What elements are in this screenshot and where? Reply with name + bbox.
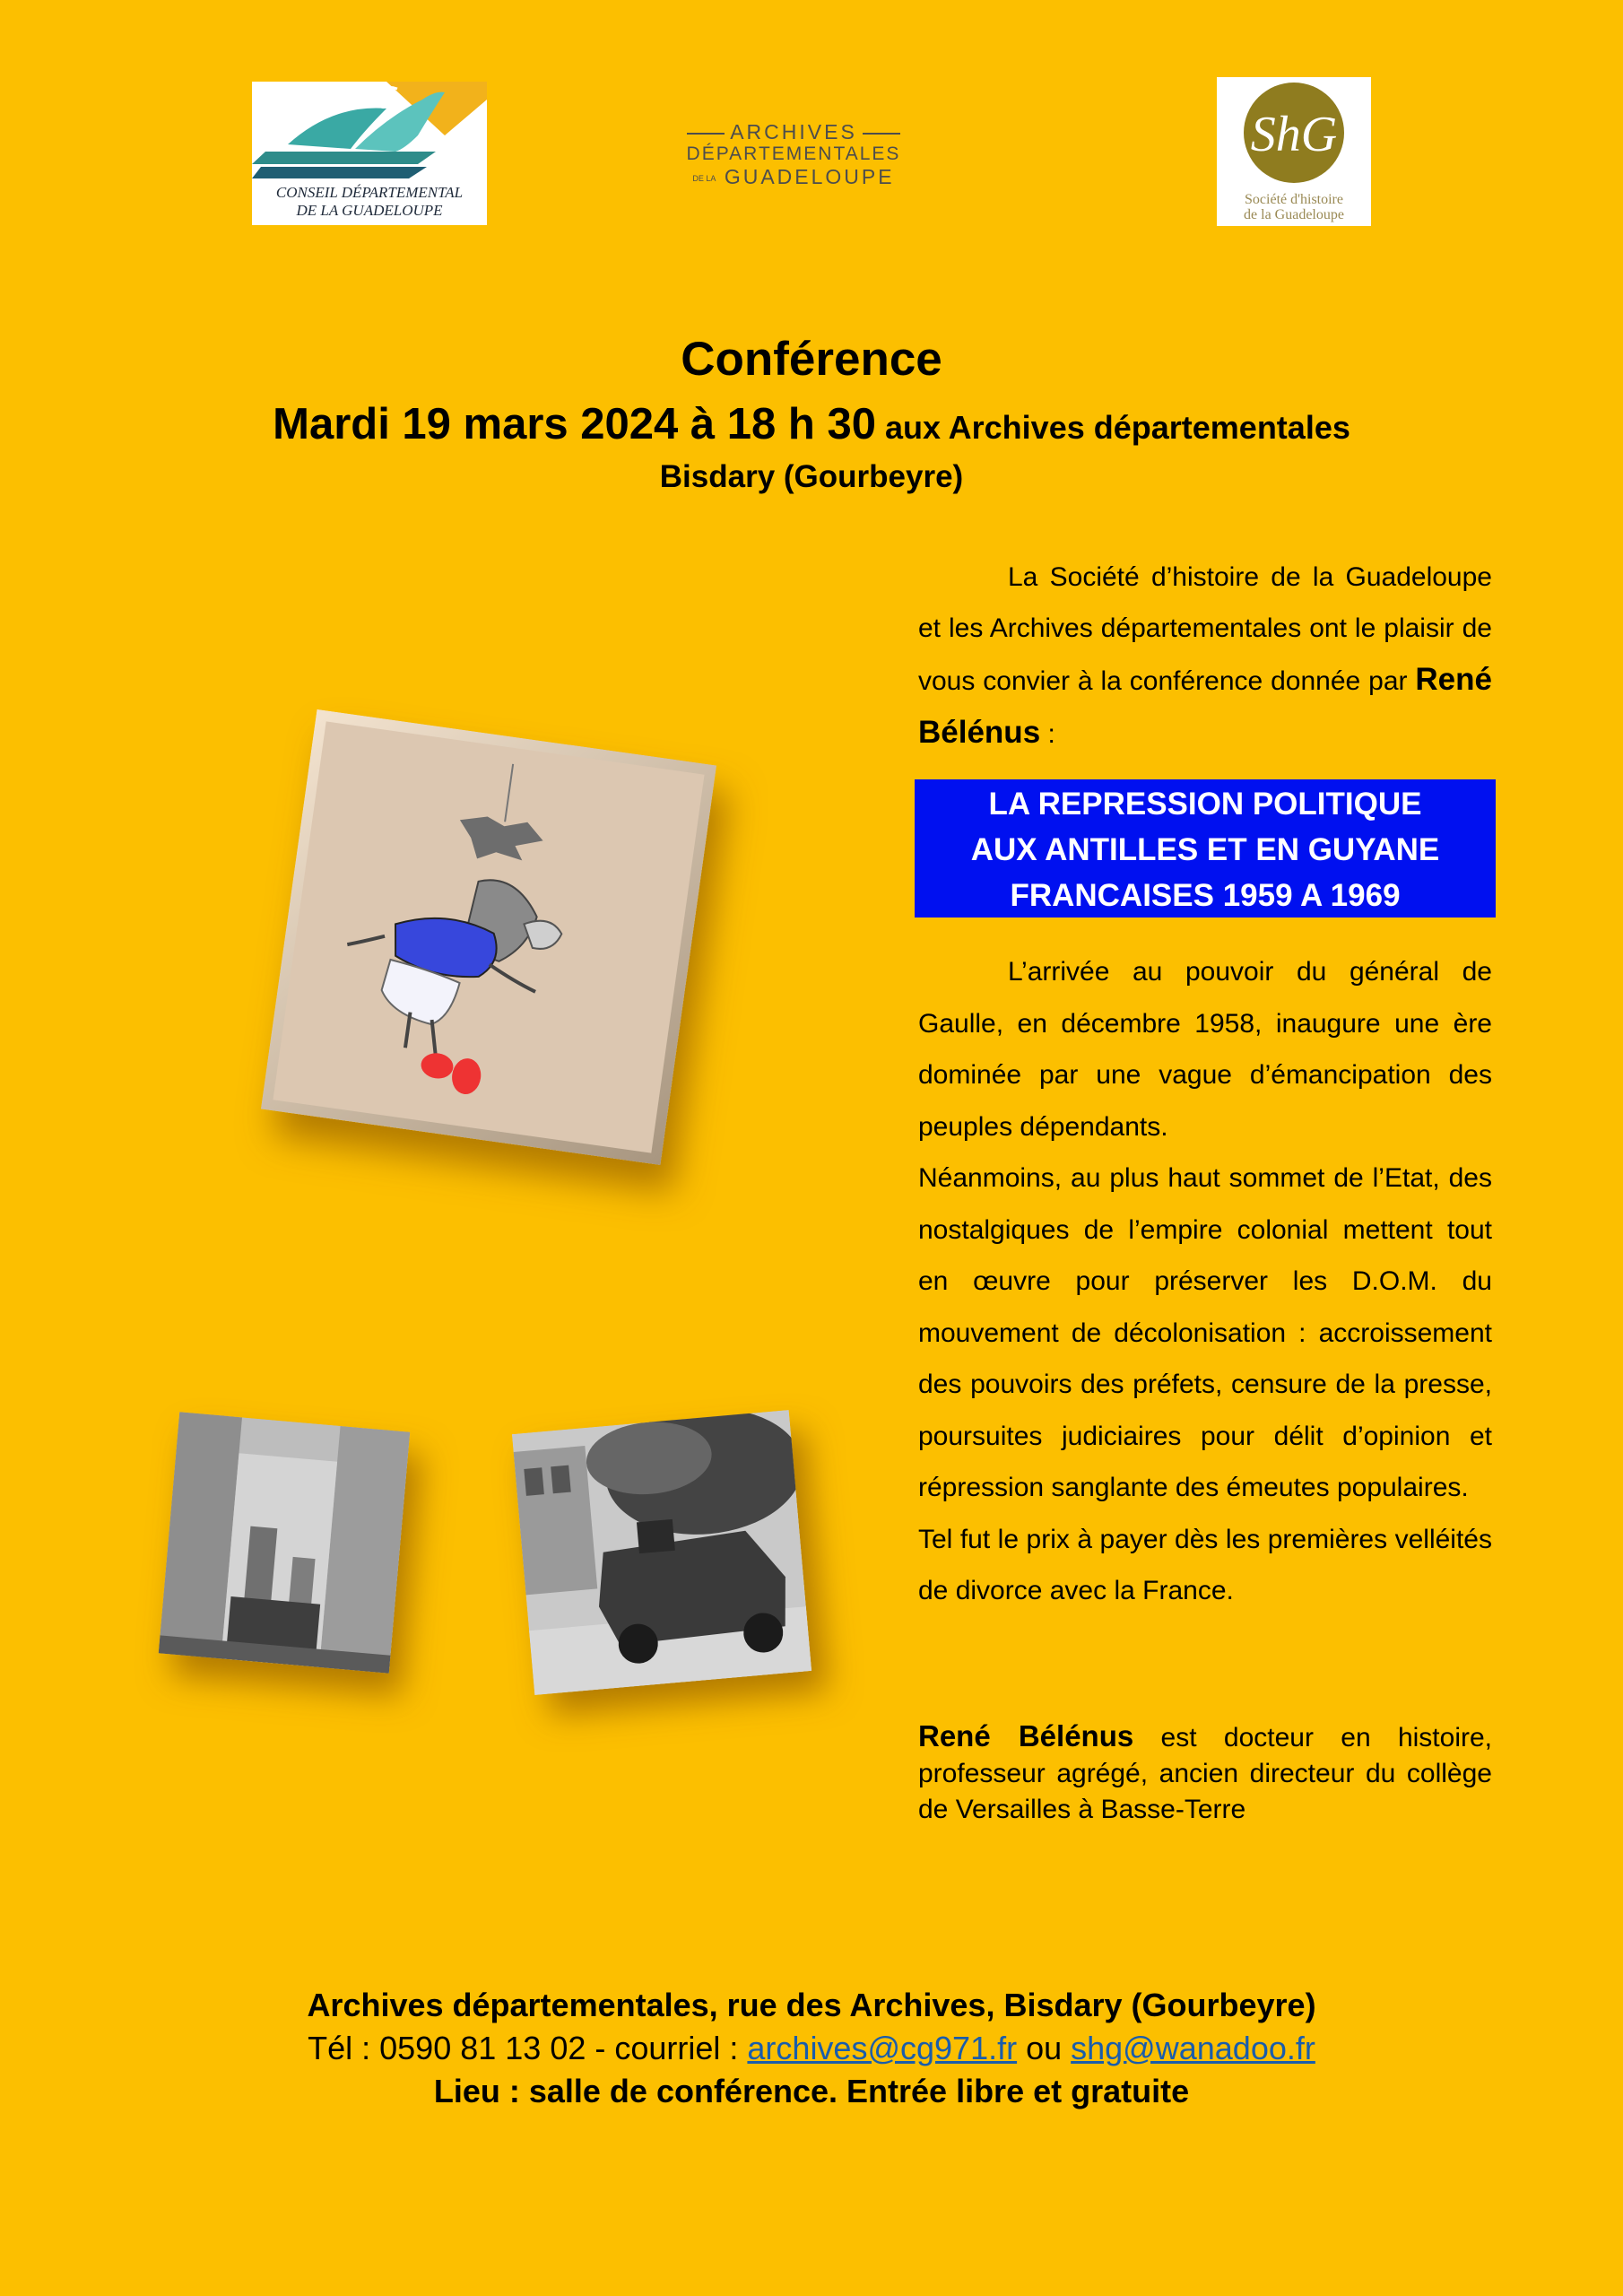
- footer-phone: Tél : 0590 81 13 02 - courriel :: [308, 2030, 748, 2066]
- archives-logo-line2: DÉPARTEMENTALES: [686, 144, 901, 164]
- archives-logo-prefix: DE LA: [692, 173, 716, 183]
- archives-logo-line3: GUADELOUPE: [724, 165, 895, 188]
- conference-title: Conférence: [681, 333, 942, 386]
- speaker-bio: [918, 1718, 1492, 1828]
- description: [918, 946, 1492, 1617]
- shg-logo: [1217, 77, 1371, 226]
- archives-departementales-logo: [664, 120, 924, 190]
- footer-venue: Lieu : salle de conférence. Entrée libre et gratuite: [433, 2073, 1190, 2109]
- footer: [0, 1984, 1623, 2113]
- paragraph-text: Tel fut le prix à payer dès les premières velléités de divorce avec la France.: [918, 1524, 1492, 1605]
- conseil-departemental-logo: [252, 82, 487, 225]
- shg-caption: Société d'histoire de la Guadeloupe: [1244, 192, 1344, 222]
- date-line: [0, 397, 1623, 455]
- talk-title-line: LA REPRESSION POLITIQUE: [988, 787, 1422, 822]
- bio-text: est docteur en histoire, professeur agrégé, ancien directeur du collège de Versailles à Basse-Terre: [918, 1723, 1492, 1824]
- armored-vehicle-photo: [512, 1410, 812, 1695]
- intro-colon: :: [1040, 719, 1055, 749]
- bio-name: René Bélénus: [918, 1719, 1134, 1752]
- street-photo: [159, 1412, 411, 1673]
- conseil-departemental-emblem: [252, 82, 487, 189]
- archives-logo-line1: ARCHIVES: [730, 120, 857, 144]
- talk-title-line: AUX ANTILLES ET EN GUYANE: [970, 832, 1440, 867]
- intro-text: La Société d’histoire de la Guadeloupe et les Archives départementales ont le plaisir de vous convier à la conférence donnée par: [918, 562, 1492, 696]
- date-location: aux Archives départementales: [875, 409, 1350, 446]
- email-link-archives[interactable]: archives@cg971.fr: [747, 2030, 1018, 2066]
- speaker-name: René Bélénus: [918, 662, 1492, 750]
- place-line: Bisdary (Gourbeyre): [659, 459, 964, 494]
- date-time: Mardi 19 mars 2024 à 18 h 30: [273, 400, 876, 448]
- talk-title-line: FRANCAISES 1959 A 1969: [1010, 878, 1401, 913]
- shg-emblem: [1217, 77, 1371, 189]
- email-link-shg[interactable]: shg@wanadoo.fr: [1071, 2030, 1315, 2066]
- description-paragraph: [918, 946, 1492, 1152]
- footer-contact: [0, 2027, 1623, 2070]
- paragraph-text: L’arrivée au pouvoir du général de Gaulle, en décembre 1958, inaugure une ère dominée par une vague d’émancipation des peuples dépendants.: [918, 957, 1492, 1142]
- caricature-image: [261, 709, 716, 1165]
- shg-mark: ShG: [1250, 107, 1338, 162]
- footer-address: Archives départementales, rue des Archives, Bisdary (Gourbeyre): [307, 1987, 1316, 2023]
- description-paragraph: [918, 1514, 1492, 1617]
- talk-title-box: [915, 779, 1496, 918]
- intro-paragraph: [918, 552, 1492, 760]
- footer-or: ou: [1017, 2030, 1072, 2066]
- conseil-departemental-caption: CONSEIL DÉPARTEMENTAL DE LA GUADELOUPE: [275, 184, 464, 219]
- description-paragraph: [918, 1152, 1492, 1514]
- paragraph-text: Néanmoins, au plus haut sommet de l’Etat, des nostalgiques de l’empire colonial mettent tout en œuvre pour préserver les D.O.M. du mouvement de décolonisation : accroissement des pouvoirs des préfets, censure de la presse, poursuites judiciaires pour délit d’opinion et répression sanglante des émeutes populaires.: [918, 1163, 1492, 1502]
